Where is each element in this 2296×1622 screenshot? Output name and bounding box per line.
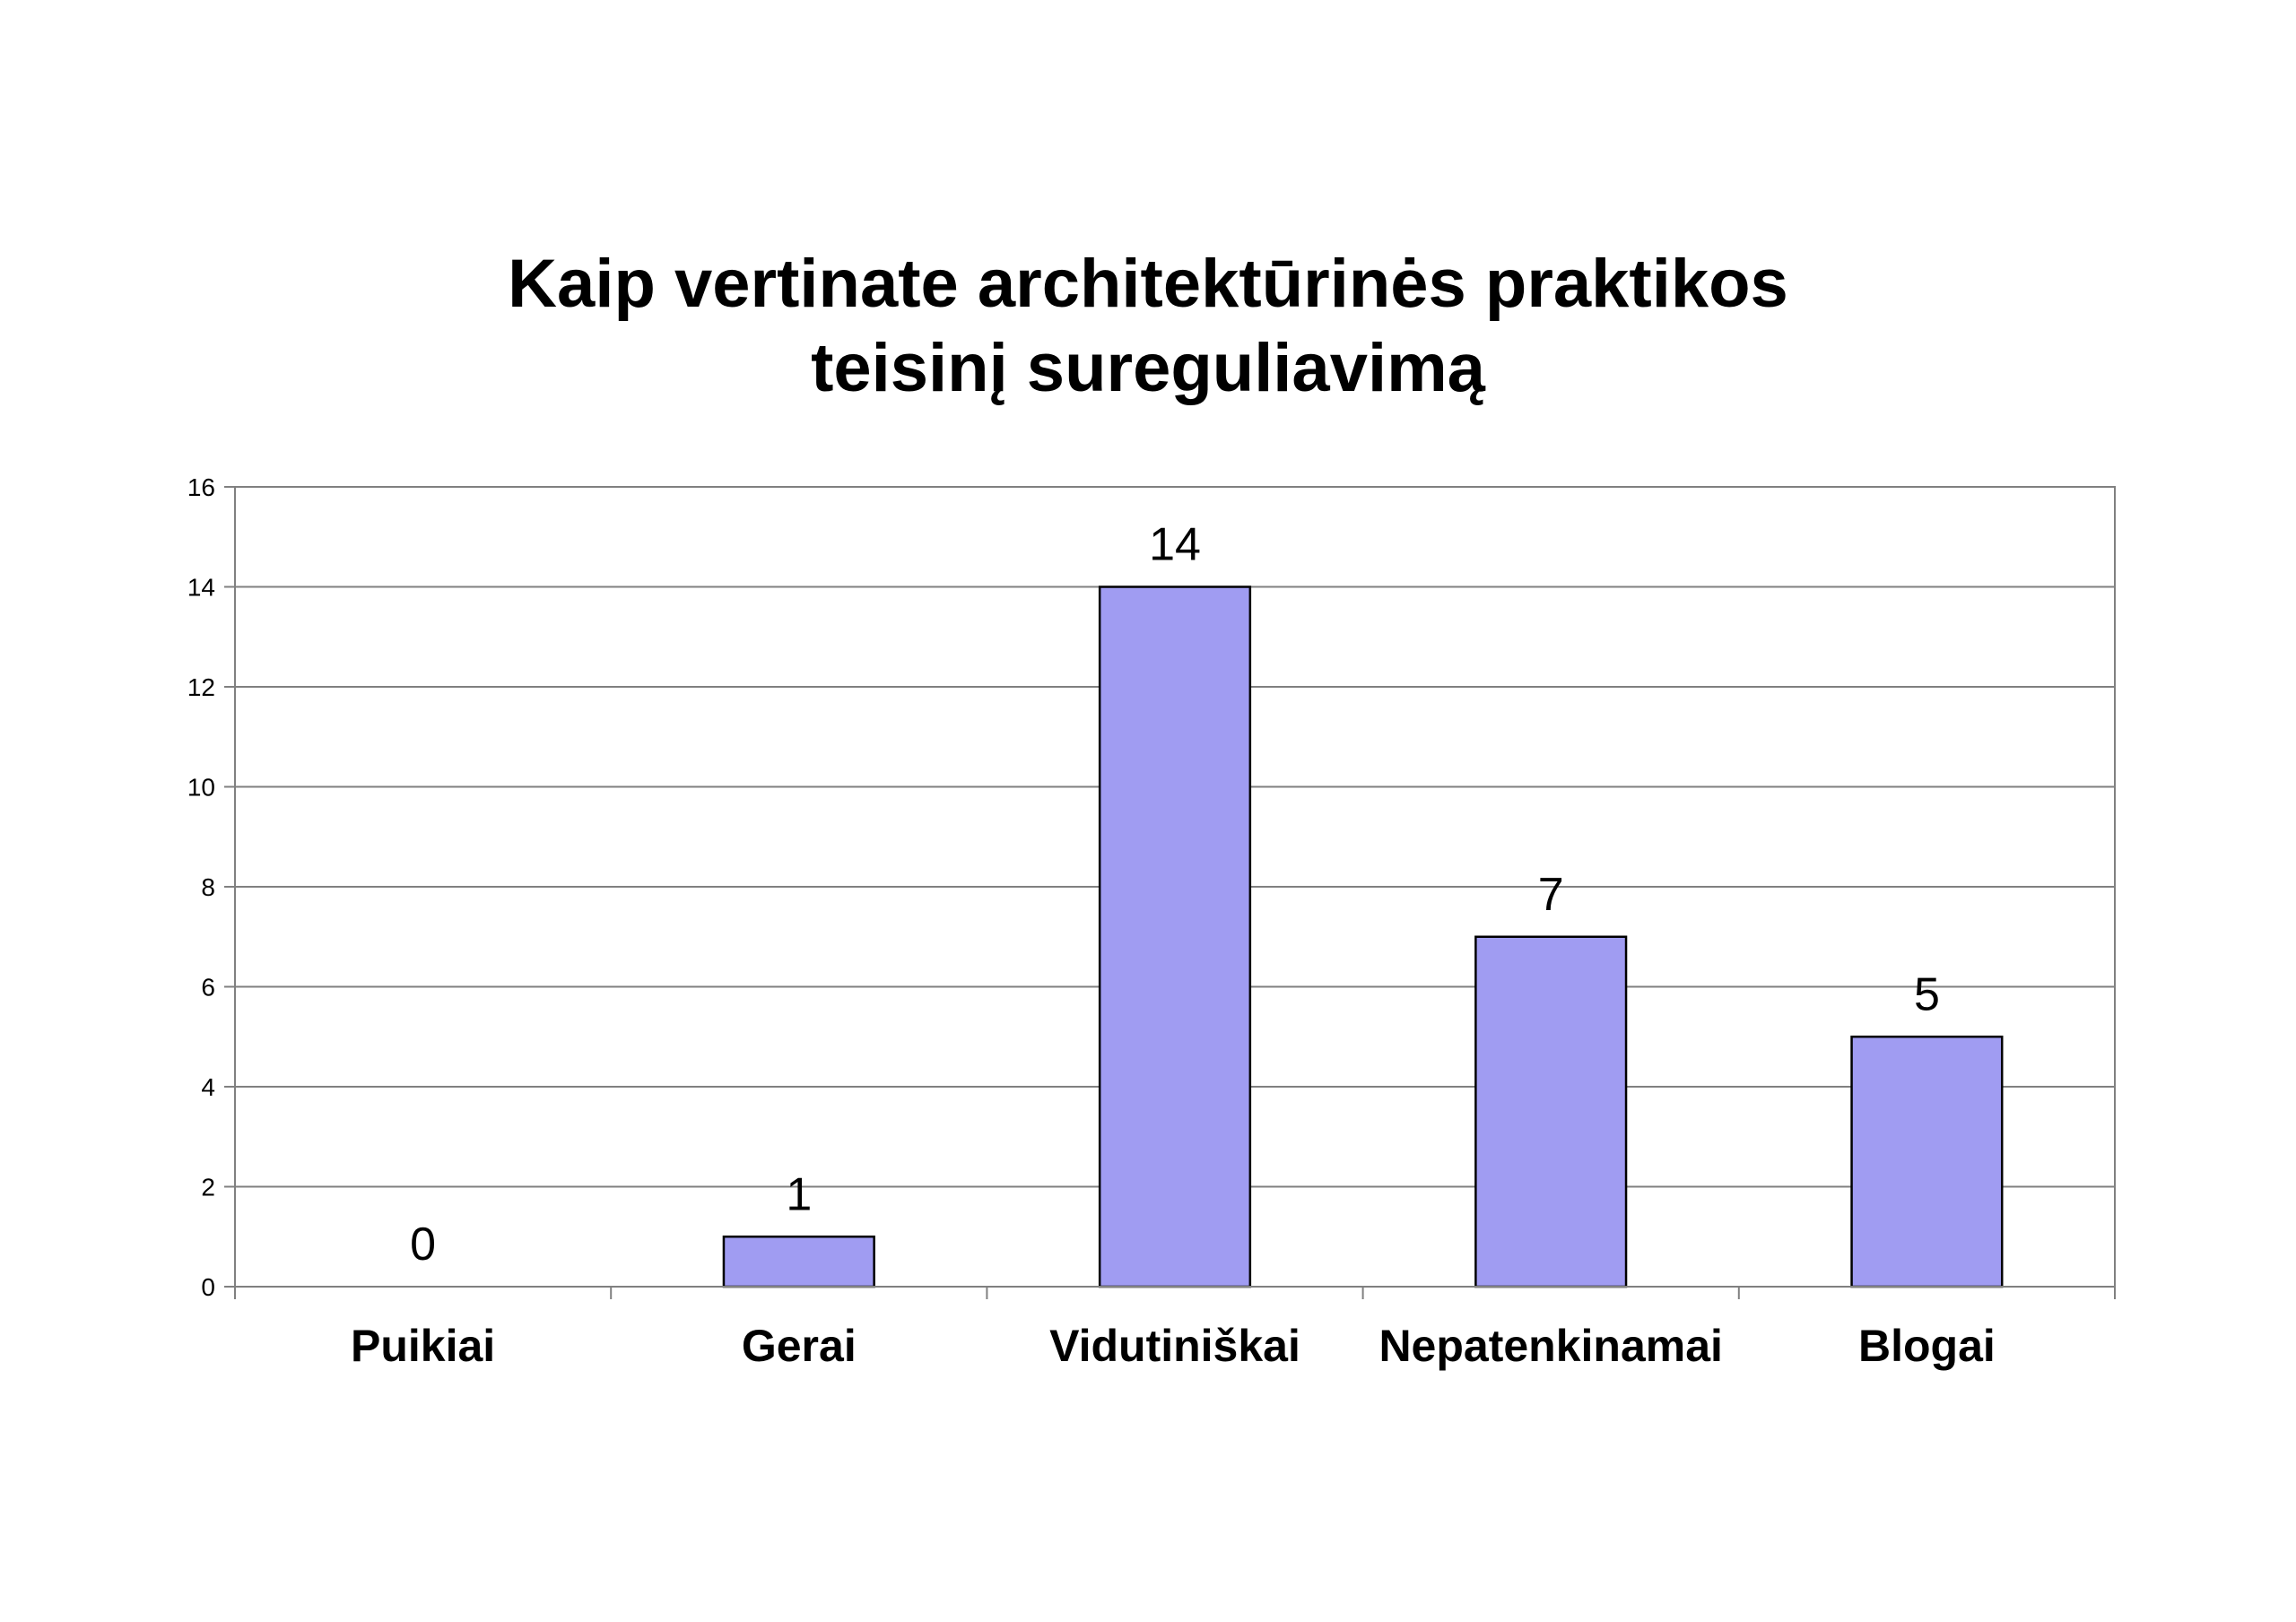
chart-title [508,246,1788,406]
y-tick-label: 14 [187,573,215,602]
y-tick-label: 8 [201,873,215,901]
bar-nepatenkinamai [1475,937,1626,1287]
y-axis-tick-labels [187,473,215,1301]
y-tick-label: 12 [187,673,215,701]
data-label: 14 [1149,518,1201,571]
x-tick-label: Gerai [741,1321,857,1371]
x-axis-tick-labels [351,1321,1996,1371]
y-tick-label: 16 [187,473,215,501]
x-tick-label: Blogai [1858,1321,1996,1371]
data-label: 5 [1913,968,1940,1021]
x-tick-label: Nepatenkinamai [1378,1321,1723,1371]
x-tick-label: Vidutiniškai [1049,1321,1300,1371]
y-tick-label: 0 [201,1273,215,1301]
data-label: 7 [1537,868,1564,921]
x-tick-label: Puikiai [351,1321,496,1371]
data-label: 1 [786,1168,813,1221]
chart-title-line-2: teisinį sureguliavimą [811,330,1485,406]
data-label: 0 [410,1219,437,1271]
bar-blogai [1852,1037,2003,1287]
y-tick-label: 4 [201,1073,215,1101]
chart-title-line-1: Kaip vertinate architektūrinės praktikos [508,246,1788,322]
y-tick-label: 2 [201,1173,215,1201]
bar-gerai [724,1236,874,1287]
y-tick-label: 6 [201,973,215,1002]
bars [724,587,2002,1288]
bar-vidutiniškai [1100,587,1250,1288]
y-tick-label: 10 [187,773,215,802]
